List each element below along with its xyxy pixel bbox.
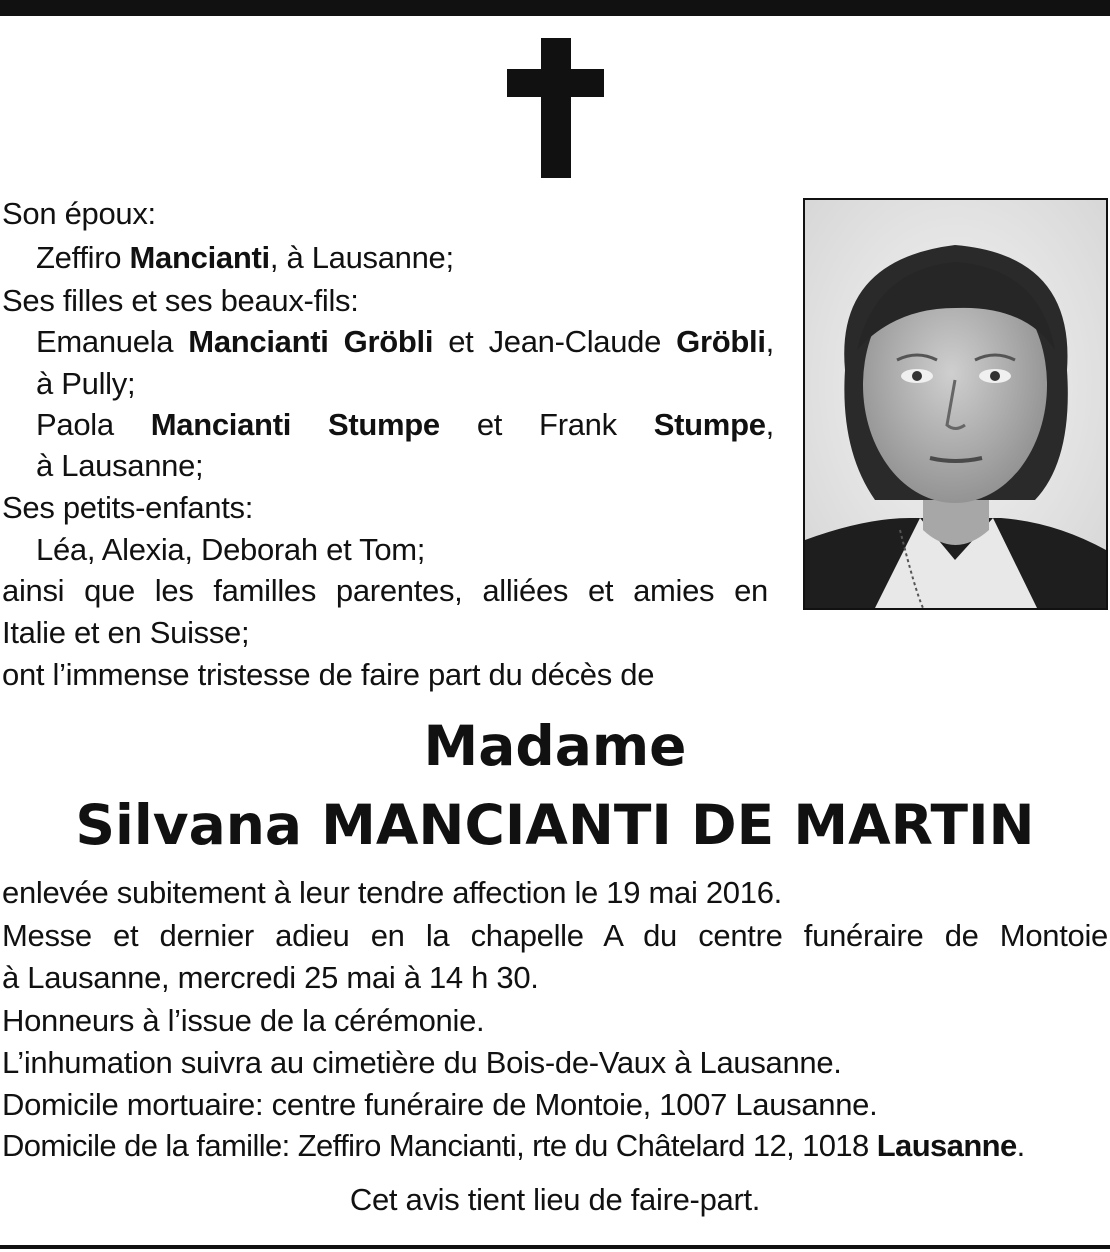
- daughter2-place: à Lausanne;: [36, 448, 204, 483]
- bottom-rule: [0, 1245, 1110, 1249]
- mass-line-2: à Lausanne, mercredi 25 mai à 14 h 30.: [2, 960, 539, 995]
- announce-line: ont l’immense tristesse de faire part du décès de: [2, 657, 655, 692]
- cross-icon: [507, 38, 604, 178]
- daughter1-line: Emanuela Mancianti Gröbli et Jean-Claude Gröbli,: [36, 324, 774, 359]
- family-home-line: Domicile de la famille: Zeffiro Mancianti, rte du Châtelard 12, 1018 Lausanne.: [2, 1128, 1025, 1163]
- closing-line: Cet avis tient lieu de faire-part.: [349, 1182, 761, 1217]
- honours-line: Honneurs à l’issue de la cérémonie.: [2, 1003, 485, 1038]
- mortuary-line: Domicile mortuaire: centre funéraire de Montoie, 1007 Lausanne.: [2, 1087, 878, 1122]
- families-line-2: Italie et en Suisse;: [2, 615, 250, 650]
- daughters-heading: Ses filles et ses beaux-fils:: [2, 283, 359, 318]
- burial-line: L’inhumation suivra au cimetière du Bois-de-Vaux à Lausanne.: [2, 1045, 842, 1080]
- grandchildren-line: Léa, Alexia, Deborah et Tom;: [36, 532, 426, 567]
- grandchildren-heading: Ses petits-enfants:: [2, 490, 254, 525]
- deceased-name: Silvana MANCIANTI DE MARTIN: [75, 793, 1035, 857]
- passing-line: enlevée subitement à leur tendre affection le 19 mai 2016.: [2, 875, 782, 910]
- spouse-heading: Son époux:: [2, 196, 156, 231]
- families-line-1: ainsi que les familles parentes, alliées et amies en: [2, 573, 768, 608]
- mass-line-1: Messe et dernier adieu en la chapelle A du centre funéraire de Montoie: [2, 918, 1108, 953]
- top-rule: [0, 0, 1110, 16]
- spouse-line: Zeffiro Mancianti, à Lausanne;: [36, 240, 454, 275]
- daughter1-place: à Pully;: [36, 366, 136, 401]
- portrait-photo: [803, 198, 1108, 610]
- daughter2-line: Paola Mancianti Stumpe et Frank Stumpe,: [36, 407, 774, 442]
- honorific-title: Madame: [423, 714, 687, 778]
